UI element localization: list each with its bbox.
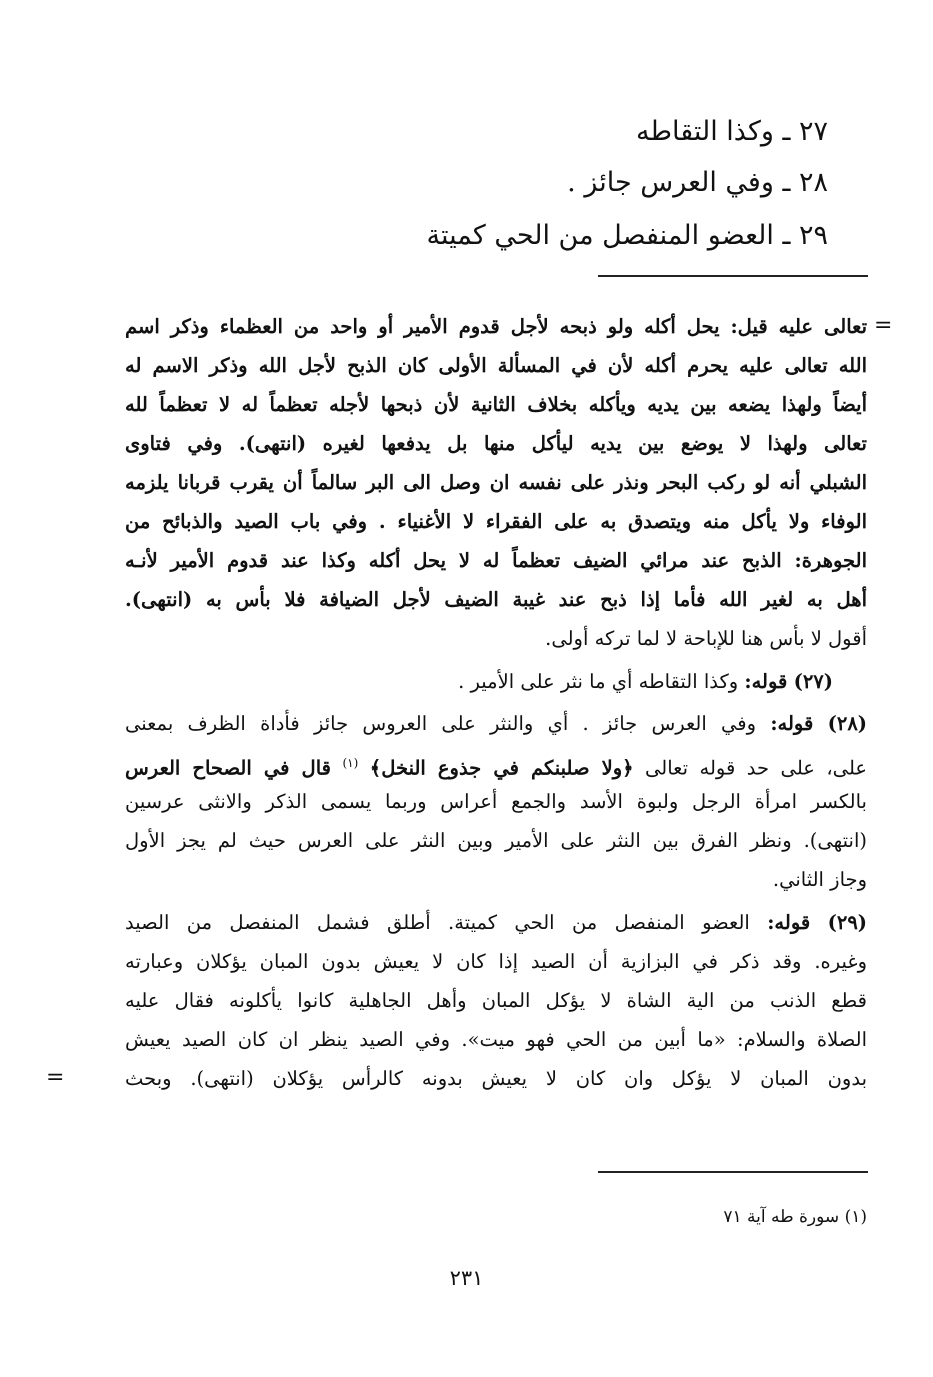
commentary-line: الله تعالى عليه يحرم أكله لأن في المسألة الأولى كان الذبح لأجل الله وذكر الاسم له [125, 354, 867, 377]
commentary-line: (انتهى). ونظر الفرق بين النثر على الأمير وبين النثر على العرس حيث لم يجز الأول [125, 829, 867, 852]
commentary-line: الجوهرة: الذبح عند مرائي الضيف تعظماً له لا يحل أكله وكذا عند قدوم الأمير لأنـه [125, 549, 867, 572]
commentary-line: الصلاة والسلام: «ما أبين من الحي فهو ميت». وفي الصيد ينظر ان كان الصيد يعيش [125, 1028, 867, 1051]
commentary-line: أهل به لغير الله فأما إذا ذبح عند غيبة الضيف لأجل الضيافة فلا بأس به (انتهى). [125, 588, 867, 611]
commentary-line: أقول لا بأس هنا للإباحة لا لما تركه أولى. [545, 627, 867, 650]
qawluh-label: قوله: [770, 712, 814, 735]
para-text: وكذا التقاطه أي ما نثر على الأمير . [458, 670, 739, 693]
item-text: العضو المنفصل من الحي كميتة [426, 220, 774, 251]
commentary-line: على، على حد قوله تعالى ﴿ولا صلبنكم في جذوع النخل﴾ $^{(١)}$ قال في الصحاح العرس [125, 756, 867, 780]
commentary-para-29 [125, 904, 867, 942]
item-dash: ـ [782, 167, 791, 198]
commentary-line: وغيره. وقد ذكر في البزازية أن الصيد إذا كان لا يعيش بدون المبان يؤكلان وعبارته [125, 950, 867, 973]
item-number: ٢٧ [798, 116, 828, 147]
quran-verse: ﴿ولا صلبنكم في جذوع النخل﴾ [369, 756, 634, 780]
para-number: (٢٧) [793, 670, 833, 693]
commentary-line: أيضاً ولهذا يضعه بين يديه ويأكله بخلاف الثانية لأن ذبحها لأجله تعظماً له لا تعظماً لله [125, 393, 867, 416]
footnote-text: سورة طه آية ٧١ [723, 1207, 840, 1227]
footnote-number: (١) [844, 1207, 867, 1227]
item-dash: ـ [782, 220, 791, 251]
commentary-line: تعالى عليه قيل: يحل أكله ولو ذبحه لأجل قدوم الأمير أو واحد من العظماء وذكر اسم [125, 315, 867, 338]
commentary-line: تعالى ولهذا لا يوضع بين يديه ليأكل منها بل يدفعها لغيره (انتهى). وفي فتاوى [125, 432, 867, 455]
commentary-line: الشبلي أنه لو ركب البحر ونذر على نفسه ان وصل الى البر سالماً أن يقرب قربانا يلزمه [125, 471, 867, 494]
qawluh-label: قوله: [767, 911, 811, 934]
item-number: ٢٨ [798, 167, 828, 198]
continuation-mark-start: = [874, 313, 893, 338]
para-text: العضو المنفصل من الحي كميتة. أطلق فشمل المنفصل من الصيد [125, 911, 750, 934]
qawluh-label: قوله: [744, 670, 788, 693]
continuation-mark-end: = [46, 1065, 65, 1090]
footnote-ref: (١) [342, 756, 359, 770]
para-number: (٢٨) [827, 712, 867, 735]
main-item-28 [128, 163, 828, 203]
item-text: وفي العرس جائز . [567, 167, 774, 198]
item-dash: ـ [782, 116, 791, 147]
commentary-line: الوفاء ولا يأكل منه ويتصدق به على الفقراء لا الأغنياء . وفي باب الصيد والذبائح من [125, 510, 867, 533]
para-number: (٢٩) [827, 911, 867, 934]
main-item-27 [128, 112, 828, 152]
para-text: وفي العرس جائز . أي والنثر على العروس جائز فأداة الظرف بمعنى [125, 712, 757, 735]
footnote [467, 1204, 867, 1230]
footnote-separator [598, 1171, 868, 1173]
page-number: ٢٣١ [449, 1266, 484, 1290]
commentary-line: قطع الذنب من الية الشاة لا يؤكل المبان وأهل الجاهلية كانوا يأكلونه فقال عليه [125, 989, 867, 1012]
commentary-line: وجاز الثاني. [772, 868, 867, 891]
commentary-line: بالكسر امرأة الرجل ولبوة الأسد والجمع أعراس وربما يسمى الذكر والانثى عرسين [125, 790, 867, 813]
item-number: ٢٩ [798, 220, 828, 251]
commentary-line: بدون المبان لا يؤكل وان كان لا يعيش بدونه كالرأس يؤكلان (انتهى). وبحث [125, 1067, 867, 1090]
item-text: وكذا التقاطه [636, 116, 774, 147]
main-text-separator [598, 275, 868, 277]
main-item-29 [128, 216, 828, 256]
commentary-para-28 [125, 705, 867, 743]
commentary-para-27 [125, 663, 833, 701]
